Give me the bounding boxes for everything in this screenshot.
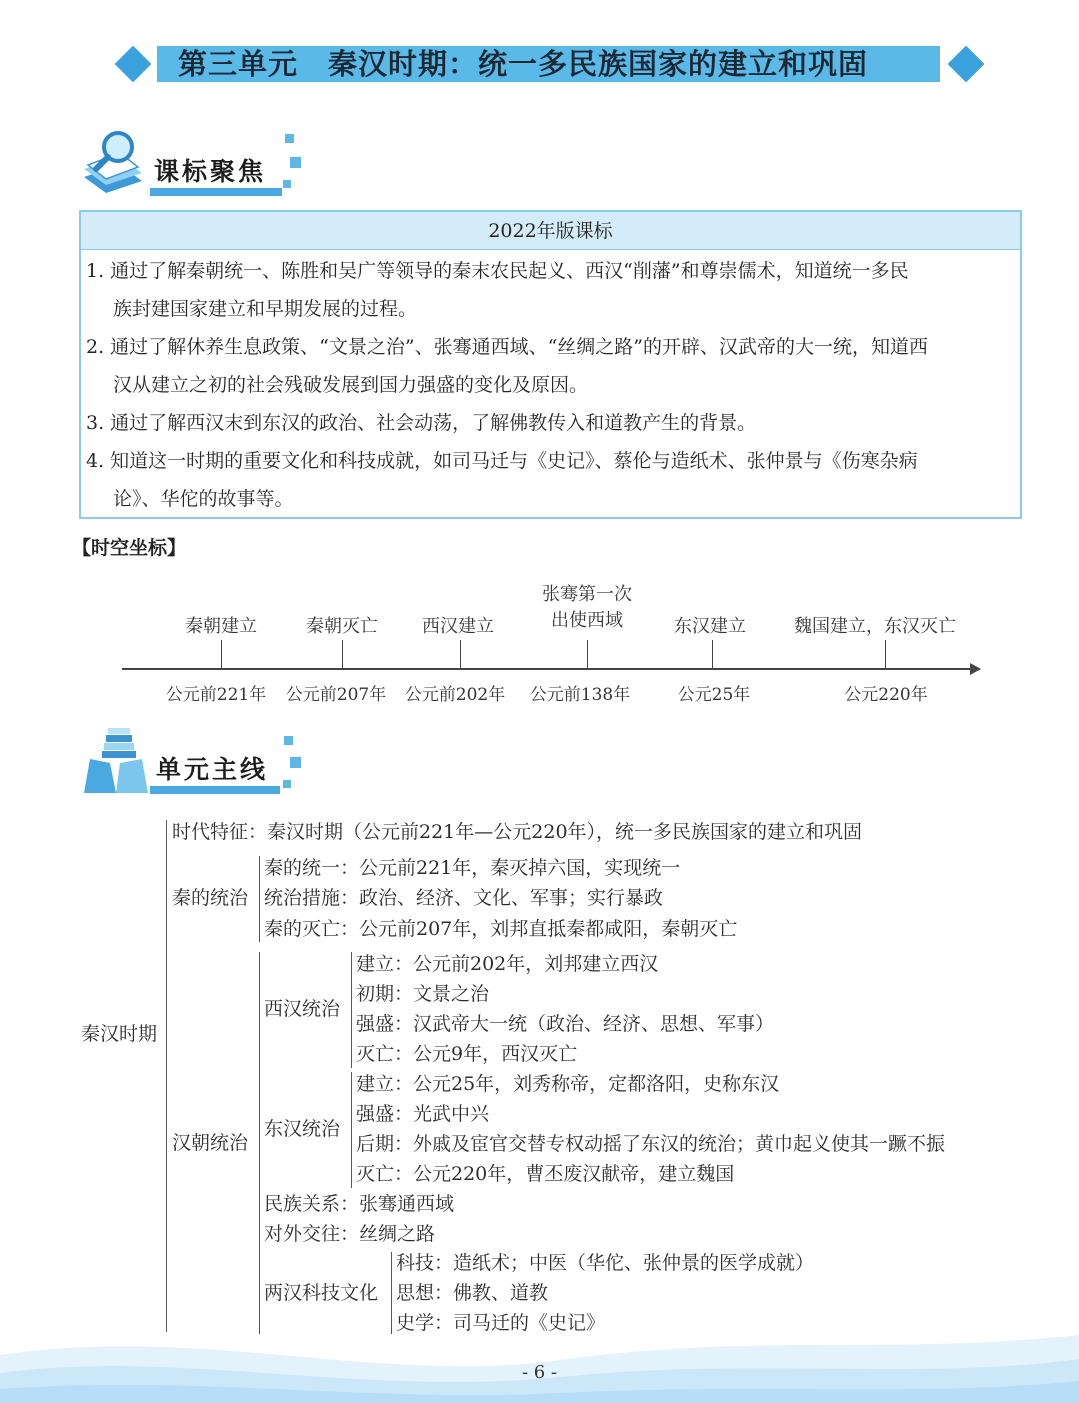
standard-item-4-cont: 论》、华佗的故事等。 (113, 488, 294, 510)
timeline-date: 公元前221年 (165, 685, 267, 705)
eastern-han-item: 后期：外戚及宦官交替专权动摇了东汉的统治；黄巾起义使其一蹶不振 (356, 1133, 946, 1155)
timeline-event: 东汉建立 (674, 616, 746, 637)
timeline-tick (885, 640, 886, 670)
culture-item: 思想：佛教、道教 (396, 1282, 549, 1304)
eastern-han-item: 建立：公元25年，刘秀称帝，定都洛阳，史称东汉 (356, 1073, 780, 1095)
timeline-date: 公元前207年 (285, 685, 387, 705)
section-underline (150, 786, 280, 794)
han-label: 汉朝统治 (172, 1132, 249, 1154)
mindmap-root: 秦汉时期 (81, 1023, 158, 1045)
timeline-event: 秦朝建立 (185, 616, 257, 637)
timeline-tick (587, 640, 588, 670)
qin-item: 秦的统一：公元前221年，秦灭掉六国，实现统一 (264, 857, 681, 879)
timeline-tick (460, 640, 461, 670)
bracket-line (259, 952, 260, 1334)
decor-square (285, 134, 294, 143)
qin-item: 秦的灭亡：公元前207年，刘邦直抵秦都咸阳，秦朝灭亡 (264, 918, 738, 940)
timeline-event: 西汉建立 (422, 616, 494, 637)
eastern-han-item: 灭亡：公元220年，曹丕废汉献帝，建立魏国 (356, 1163, 735, 1185)
timeline-tick (342, 640, 343, 670)
bracket-line (166, 820, 167, 1332)
ethnic-relations: 民族关系：张骞通西域 (264, 1193, 455, 1215)
standard-item-3: 3. 通过了解西汉末到东汉的政治、社会动荡，了解佛教传入和道教产生的背景。 (86, 412, 757, 434)
timeline-arrow-icon (970, 663, 981, 675)
bracket-line (351, 1072, 352, 1188)
bracket-line (259, 856, 260, 942)
culture-label: 两汉科技文化 (264, 1282, 379, 1304)
western-han-item: 强盛：汉武帝大一统（政治、经济、思想、军事） (356, 1013, 775, 1035)
standard-item-2-cont: 汉从建立之初的社会残破发展到国力强盛的变化及原因。 (113, 374, 589, 396)
culture-item: 科技：造纸术；中医（华佗、张仲景的医学成就） (396, 1252, 815, 1274)
banner-left-diamond-icon (115, 46, 152, 83)
decor-square (283, 180, 291, 188)
timeline-tick (712, 640, 713, 670)
unit-title: 第三单元 秦汉时期：统一多民族国家的建立和巩固 (178, 47, 869, 81)
timeline-event: 秦朝灭亡 (306, 616, 378, 637)
page-number: - 6 - (521, 1362, 558, 1383)
timeline-tick (221, 640, 222, 670)
western-han-item: 初期：文景之治 (356, 983, 490, 1005)
timeline-date: 公元前138年 (529, 685, 631, 705)
decor-square (284, 736, 293, 745)
standard-item-1-cont: 族封建国家建立和早期发展的过程。 (113, 298, 418, 320)
standards-heading: 2022年版课标 (81, 212, 1020, 250)
timeline-date: 公元前202年 (404, 685, 506, 705)
decor-square (283, 780, 291, 788)
eastern-han-item: 强盛：光武中兴 (356, 1103, 490, 1125)
section-title-course-focus: 课标聚焦 (154, 157, 267, 186)
section-title-main-line: 单元主线 (156, 755, 269, 784)
timeline-event: 魏国建立，东汉灭亡 (794, 616, 956, 637)
timeline-date: 公元220年 (844, 685, 928, 705)
timeline-date: 公元25年 (677, 685, 751, 705)
qin-item: 统治措施：政治、经济、文化、军事；实行暴政 (264, 887, 664, 909)
decor-square (290, 157, 301, 168)
timeline-event: 张骞第一次 (542, 584, 632, 605)
timeline-label: 【时空坐标】 (72, 537, 187, 559)
western-han-label: 西汉统治 (264, 998, 341, 1020)
foreign-exchange: 对外交往：丝绸之路 (264, 1223, 436, 1245)
timeline-axis (122, 668, 974, 670)
timeline-event: 出使西域 (551, 610, 623, 631)
standard-item-2: 2. 通过了解休养生息政策、“文景之治”、张骞通西域、“丝绸之路”的开辟、汉武帝的大一统，知道西 (86, 336, 929, 358)
banner-right-diamond-icon (948, 46, 985, 83)
decor-square (290, 757, 301, 768)
eastern-han-label: 东汉统治 (264, 1118, 341, 1140)
section-underline (150, 188, 282, 196)
era-feature: 时代特征：秦汉时期（公元前221年—公元220年），统一多民族国家的建立和巩固 (172, 821, 863, 843)
books-icon (80, 725, 152, 797)
bracket-line (351, 952, 352, 1068)
magnifier-book-icon (80, 125, 150, 195)
western-han-item: 灭亡：公元9年，西汉灭亡 (356, 1043, 578, 1065)
culture-item: 史学：司马迁的《史记》 (396, 1312, 606, 1334)
footer-wave (0, 1315, 1079, 1403)
western-han-item: 建立：公元前202年，刘邦建立西汉 (356, 953, 659, 975)
standard-item-4: 4. 知道这一时期的重要文化和科技成就，如司马迁与《史记》、蔡伦与造纸术、张仲景与《伤寒杂病 (86, 450, 918, 472)
qin-label: 秦的统治 (172, 887, 249, 909)
standard-item-1: 1. 通过了解秦朝统一、陈胜和吴广等领导的秦末农民起义、西汉“削藩”和尊崇儒术，知道统一多民 (86, 260, 909, 282)
